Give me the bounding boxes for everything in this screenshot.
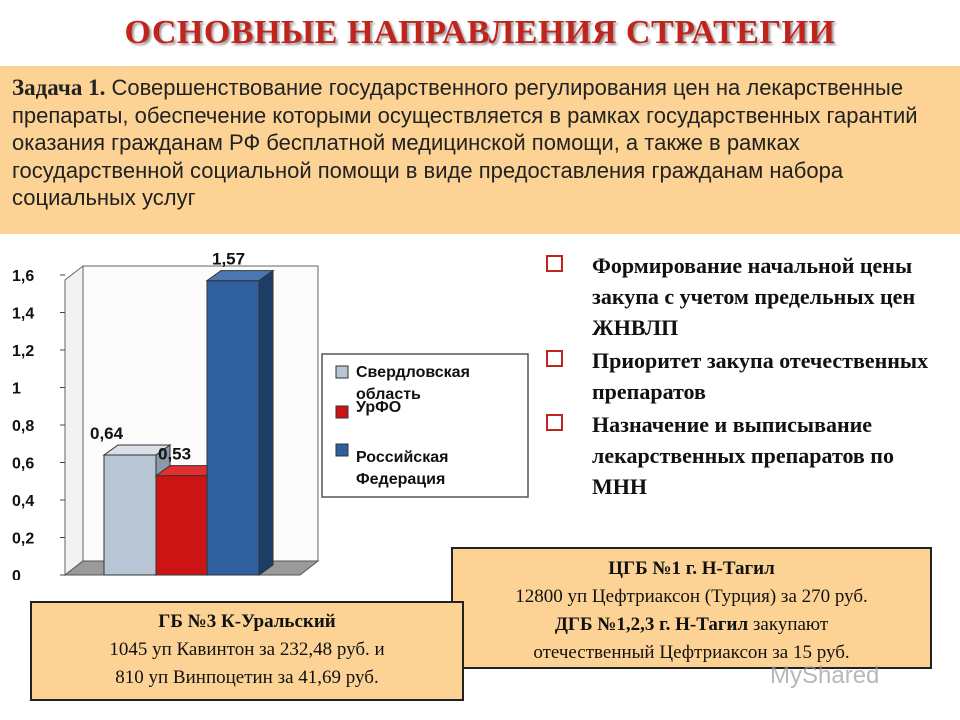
legend-swatch <box>336 444 348 456</box>
box-right-line2-bold: ДГБ №1,2,3 г. Н-Тагил <box>554 614 749 635</box>
data-label: 1,57 <box>212 249 246 269</box>
box-left-line1: 1045 уп Кавинтон за 232,48 руб. и <box>109 639 385 660</box>
bar-chart <box>0 240 530 580</box>
box-right-line3: отечественный Цефтриаксон за 15 руб. <box>533 642 850 663</box>
bullet-item <box>540 250 950 343</box>
watermark-logo: MyShared <box>770 662 880 689</box>
bar-front <box>156 476 208 575</box>
bullet-list <box>540 250 950 504</box>
task-panel <box>0 66 960 234</box>
square-bullet-icon <box>546 414 563 431</box>
legend-swatch <box>336 366 348 378</box>
box-right-title: ЦГБ №1 г. Н-Тагил <box>608 558 775 579</box>
bullet-item <box>540 409 950 502</box>
square-bullet-icon <box>546 350 563 367</box>
bar-front <box>104 455 156 575</box>
task-paragraph <box>12 74 947 212</box>
y-tick-label: 0 <box>12 568 21 580</box>
box-right-line2 <box>453 611 930 639</box>
square-bullet-icon <box>546 255 563 272</box>
bullet-text: Формирование начальной цены закупа с учетом предельных цен ЖНВЛП <box>592 253 916 340</box>
data-label: 0,53 <box>158 444 192 464</box>
task-label: Задача 1. <box>12 75 106 100</box>
bullet-text: Приоритет закупа отечественных препаратов <box>592 348 929 404</box>
y-tick-label: 0,8 <box>12 418 35 435</box>
y-tick-label: 0,6 <box>12 455 35 473</box>
y-tick-label: 0,2 <box>12 530 35 548</box>
page-title: ОСНОВНЫЕ НАПРАВЛЕНИЯ СТРАТЕГИИ <box>124 14 836 51</box>
box-left-line2: 810 уп Винпоцетин за 41,69 руб. <box>115 667 379 688</box>
y-tick-label: 1,4 <box>12 305 35 323</box>
legend-swatch <box>336 406 348 418</box>
y-tick-label: 1,2 <box>12 343 35 360</box>
y-tick-label: 1 <box>12 380 21 398</box>
bullet-text: Назначение и выписывание лекарственных препаратов по МНН <box>592 412 894 499</box>
box-right-line2-rest: закупают <box>748 614 829 635</box>
info-box-right <box>451 547 932 669</box>
bar-front <box>207 281 259 575</box>
bar-side <box>259 271 273 575</box>
task-text: Совершенствование государственного регулирования цен на лекарственные препараты, обеспечение которыми осуществляется в рамках государственных гарантий оказания гражданам РФ бесплатной медицинской помощи, а также в рамках государственной социальной помощи в виде предоставления гражданам набора социальных услуг <box>12 75 918 210</box>
y-tick-label: 0,4 <box>12 493 35 510</box>
legend-label: Российская Федерация <box>356 449 449 488</box>
data-label: 0,64 <box>90 424 124 443</box>
y-tick-label: 1,6 <box>12 268 35 285</box>
legend-label: Свердловская область <box>356 364 470 403</box>
legend-label: УрФО <box>356 399 402 416</box>
bullet-item <box>540 345 950 407</box>
info-box-left <box>30 601 464 701</box>
chart-side-wall <box>65 266 83 575</box>
box-right-line1: 12800 уп Цефтриаксон (Турция) за 270 руб. <box>515 586 868 607</box>
box-left-title: ГБ №3 К-Уральский <box>158 611 336 632</box>
